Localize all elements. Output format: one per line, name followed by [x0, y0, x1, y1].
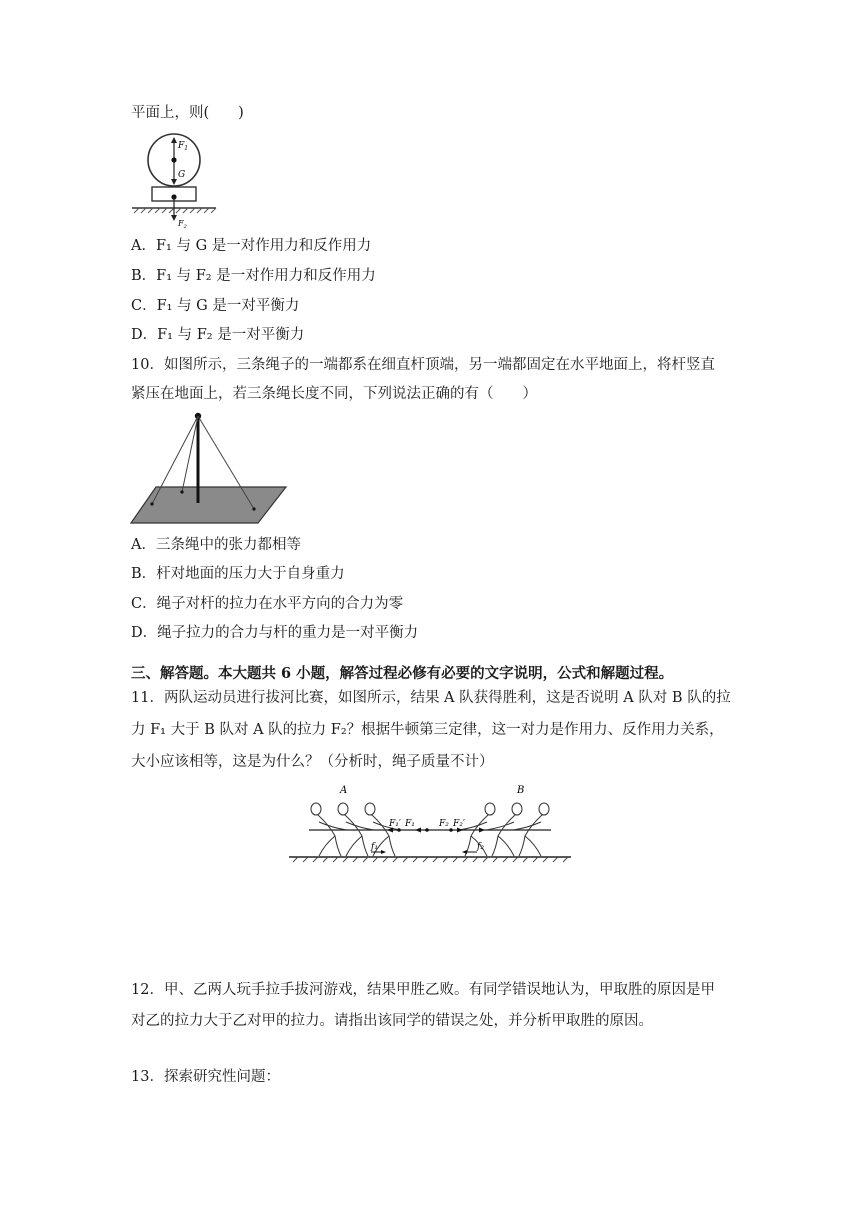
team-a-label: A: [340, 785, 348, 796]
force-label-f2: F₂: [439, 819, 449, 829]
q11-figure-tug-of-war: [289, 780, 575, 864]
friction-label-f1: f₁: [371, 842, 378, 852]
q10-option-a: A．三条绳中的张力都相等: [131, 537, 301, 553]
q9-f1-label: $F_1$: [178, 141, 189, 152]
q12-stem-line2: 对乙的拉力大于乙对甲的拉力。请指出该同学的错误之处，并分析甲取胜的原因。: [131, 1013, 653, 1029]
q11-stem-line2: 力 F₁ 大于 B 队对 A 队的拉力 F₂？根据牛顿第三定律，这一对力是作用力、反作用力关系，: [131, 722, 724, 738]
q10-stem-line2: 紧压在地面上，若三条绳长度不同，下列说法正确的有（ ）: [131, 386, 537, 402]
q10-option-d: D．绳子拉力的合力与杆的重力是一对平衡力: [131, 625, 419, 641]
force-label-f2-prime: F₂′: [453, 819, 465, 829]
team-b-label: B: [517, 785, 525, 796]
q13-stem: 13．探索研究性问题：: [131, 1069, 280, 1085]
q9-f2-label: $F_2$: [178, 219, 187, 228]
section3-heading: 三、解答题。本大题共 6 小题，解答过程必修有必要的文字说明，公式和解题过程。: [131, 665, 674, 682]
force-label-f1: F₁: [405, 819, 415, 829]
q9-g-label: G: [178, 170, 186, 180]
q9-option-b: B．F₁ 与 F₂ 是一对作用力和反作用力: [131, 268, 376, 284]
q10-option-b: B．杆对地面的压力大于自身重力: [131, 566, 345, 582]
force-label-f1-prime: F₁′: [389, 819, 401, 829]
q10-option-c: C．绳子对杆的拉力在水平方向的合力为零: [131, 596, 404, 612]
q9-option-c: C．F₁ 与 G 是一对平衡力: [131, 298, 300, 314]
friction-label-f2: f₂: [477, 842, 484, 852]
q10-stem-line1: 10．如图所示，三条绳子的一端都系在细直杆顶端，另一端都固定在水平地面上，将杆竖直: [131, 357, 715, 373]
q9-option-a: A．F₁ 与 G 是一对作用力和反作用力: [131, 238, 372, 254]
q12-stem-line1: 12．甲、乙两人玩手拉手拔河游戏，结果甲胜乙败。有同学错误地认为，甲取胜的原因是甲: [131, 982, 715, 998]
q9-option-d: D．F₁ 与 F₂ 是一对平衡力: [131, 327, 305, 343]
q10-figure-pole-with-ropes: [128, 410, 290, 528]
q9-stem-tail: 平面上，则( ): [131, 105, 244, 121]
q9-figure-ball-on-block: [128, 130, 220, 228]
q11-stem-line1: 11．两队运动员进行拔河比赛，如图所示，结果 A 队获得胜利，这是否说明 A 队对 B 队的拉: [131, 690, 731, 706]
q11-stem-line3: 大小应该相等，这是为什么？（分析时，绳子质量不计）: [131, 754, 494, 770]
